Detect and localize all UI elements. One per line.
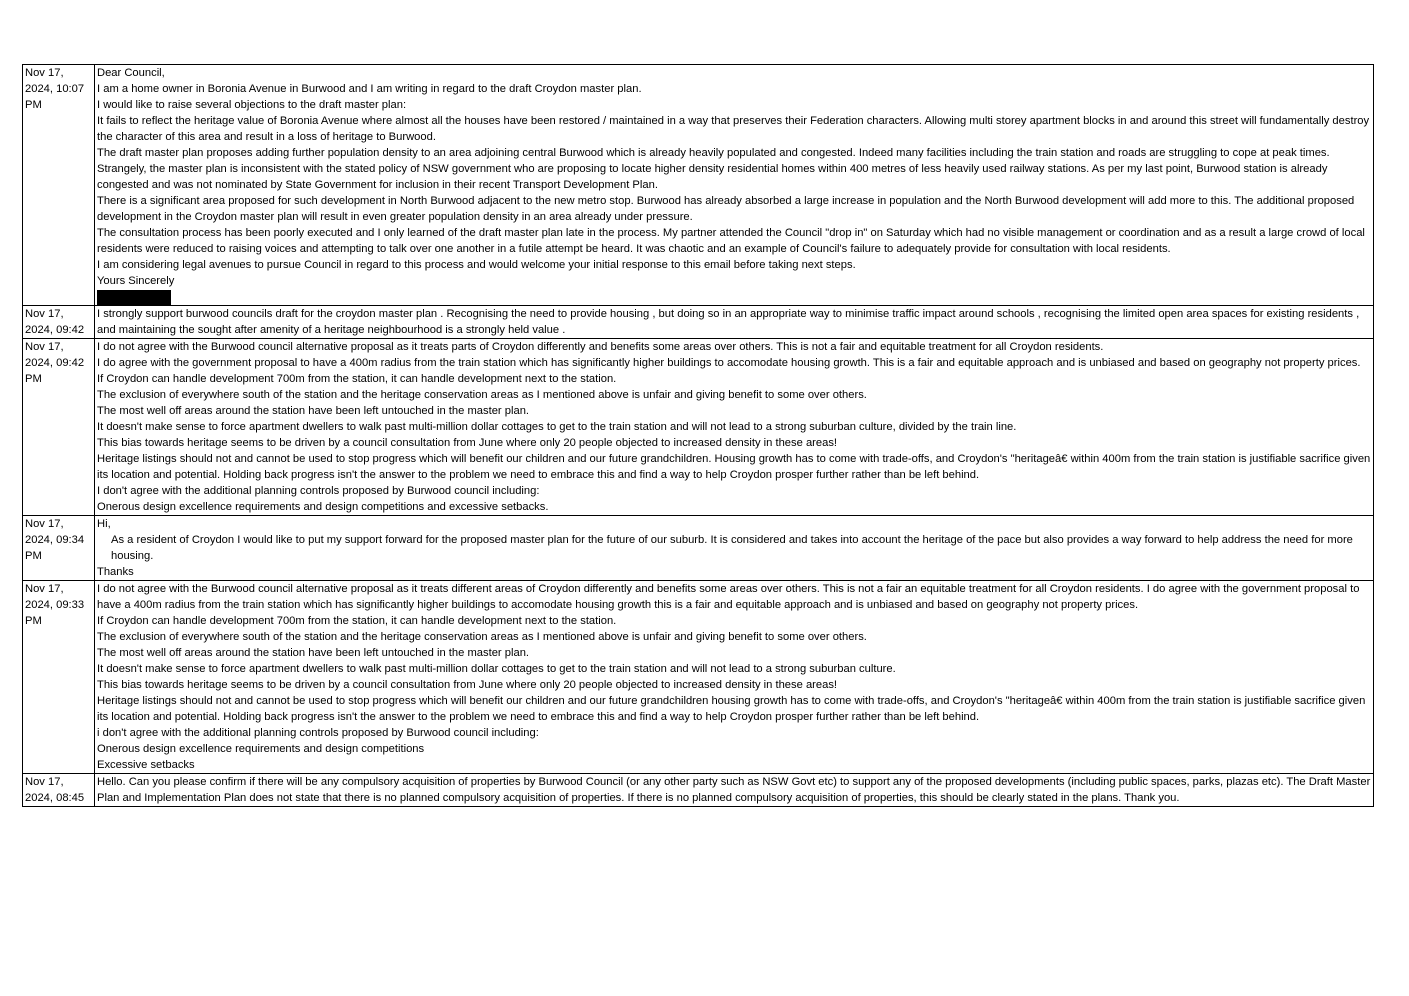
submission-date: Nov 17, 2024, 09:34 PM [23, 516, 95, 581]
comment-line: The draft master plan proposes adding further population density to an area adjoining central Burwood which is already heavily populated and congested. Indeed many facilities including the train station and roads are struggling to cope at peak times. [97, 147, 1330, 159]
submission-comment [95, 339, 1374, 516]
comment-line: This bias towards heritage seems to be driven by a council consultation from June where only 20 people objected to increased density in these areas! [97, 437, 838, 449]
comment-line: If Croydon can handle development 700m from the station, it can handle development next to the station. [97, 373, 617, 385]
comment-line: I am a home owner in Boronia Avenue in Burwood and I am writing in regard to the draft Croydon master plan. [97, 83, 642, 95]
comment-line: I do not agree with the Burwood council alternative proposal as it treats parts of Croydon differently and benefits some areas over others. This is not a fair and equitable treatment for all Croydon residents. [97, 341, 1104, 353]
comment-line: I don't agree with the additional planning controls proposed by Burwood council including: [97, 485, 540, 497]
comment-line: The most well off areas around the station have been left untouched in the master plan. [97, 647, 530, 659]
comment-line: Dear Council, [97, 67, 165, 79]
submission-date: Nov 17, 2024, 09:33 PM [23, 581, 95, 774]
comment-line: I do not agree with the Burwood council alternative proposal as it treats different areas of Croydon differently and benefits some areas over others. This is not a fair an equitable treatment for all Croydon residents. I do agree with the government proposal to have a 400m radius from the train station which has significantly higher buildings to accomodate housing growth this is a fair and equitable approach and is unbiased and based on geography not property prices. [97, 583, 1360, 611]
submission-row [23, 581, 1374, 774]
comment-line: I am considering legal avenues to pursue Council in regard to this process and would welcome your initial response to this email before taking next steps. [97, 259, 856, 271]
comment-line: I do agree with the government proposal to have a 400m radius from the train station which has significantly higher buildings to accomodate housing growth. This is a fair and equitable approach and is unbiased and based on geography not property prices. [97, 357, 1361, 369]
comment-line: Excessive setbacks [97, 759, 195, 771]
submission-row [23, 516, 1374, 581]
comment-line: The exclusion of everywhere south of the station and the heritage conservation areas as I mentioned above is unfair and giving benefit to some over others. [97, 389, 867, 401]
submission-row [23, 65, 1374, 306]
submission-comment [95, 774, 1374, 807]
submissions-table [22, 64, 1374, 807]
comment-line: I would like to raise several objections to the draft master plan: [97, 99, 407, 111]
submission-row [23, 306, 1374, 339]
submission-row [23, 774, 1374, 807]
comment-line: Thanks [97, 566, 134, 578]
comment-line: The exclusion of everywhere south of the station and the heritage conservation areas as I mentioned above is unfair and giving benefit to some over others. [97, 631, 867, 643]
comment-line: The most well off areas around the station have been left untouched in the master plan. [97, 405, 530, 417]
comment-line: Heritage listings should not and cannot be used to stop progress which will benefit our children and our future grandchildren housing growth has to come with trade-offs, and Croydon's "heritageâ€ within 400m from the train station is justifiable sacrifice given its location and potential. Holding back progress isn't the answer to the problem we need to embrace this and find a way to help Croydon prosper further rather than be left behind. [97, 695, 1366, 723]
submission-date: Nov 17, 2024, 10:07 PM [23, 65, 95, 306]
submission-row [23, 339, 1374, 516]
comment-line: It doesn't make sense to force apartment dwellers to walk past multi-million dollar cottages to get to the train station and will not lead to a strong suburban culture. [97, 663, 896, 675]
comment-line: The consultation process has been poorly executed and I only learned of the draft master plan late in the process. My partner attended the Council "drop in" on Saturday which had no visible management or coordination and as a result a large crowd of local residents were reduced to raising voices and attempting to talk over one another in a futile attempt be heard. It was chaotic and an example of Council's failure to adequately provide for consultation with local residents. [97, 227, 1365, 255]
comment-line: Onerous design excellence requirements and design competitions [97, 743, 425, 755]
submission-date: Nov 17, 2024, 08:45 [23, 774, 95, 807]
submissions-sheet [22, 64, 1374, 807]
comment-line: There is a significant area proposed for such development in North Burwood adjacent to the new metro stop. Burwood has already absorbed a large increase in population and the North Burwood development will add more to this. The additional proposed development in the Croydon master plan will result in even greater population density in an area already under pressure. [97, 195, 1355, 223]
comment-line: Yours Sincerely [97, 275, 175, 287]
submission-comment [95, 516, 1374, 581]
submission-date: Nov 17, 2024, 09:42 PM [23, 339, 95, 516]
comment-line: Strangely, the master plan is inconsistent with the stated policy of NSW government who are proposing to locate higher density residential homes within 400 metres of less heavily used railway stations. As per my last point, Burwood station is already congested and was not nominated by State Government for inclusion in their recent Transport Development Plan. [97, 163, 1328, 191]
comment-line: Hi, [97, 518, 111, 530]
redacted-signature [97, 290, 171, 305]
comment-line: Onerous design excellence requirements and design competitions and excessive setbacks. [97, 501, 549, 513]
comment-line: It fails to reflect the heritage value of Boronia Avenue where almost all the houses have been restored / maintained in a way that preserves their Federation characters. Allowing multi storey apartment blocks in and around this street will fundamentally destroy the character of this area and result in a loss of heritage to Burwood. [97, 115, 1370, 143]
submissions-table-body [23, 65, 1374, 807]
comment-line: This bias towards heritage seems to be driven by a council consultation from June where only 20 people objected to increased density in these areas! [97, 679, 838, 691]
comment-line: As a resident of Croydon I would like to put my support forward for the proposed master plan for the future of our suburb. It is considered and takes into account the heritage of the pace but also provides a way forward to help address the need for more housing. [111, 534, 1353, 562]
submission-date: Nov 17, 2024, 09:42 [23, 306, 95, 339]
comment-line: If Croydon can handle development 700m from the station, it can handle development next to the station. [97, 615, 617, 627]
comment-line: It doesn't make sense to force apartment dwellers to walk past multi-million dollar cottages to get to the train station and will not lead to a strong suburban culture, divided by the train line. [97, 421, 1017, 433]
submission-comment [95, 65, 1374, 306]
submission-comment [95, 581, 1374, 774]
comment-line: I strongly support burwood councils draft for the croydon master plan . Recognising the need to provide housing , but doing so in an appropriate way to minimise traffic impact around schools , recognising the limited open area spaces for existing residents , and maintaining the sought after amenity of a heritage neighbourhood is a strongly held value . [97, 308, 1360, 336]
comment-line: Heritage listings should not and cannot be used to stop progress which will benefit our children and our future grandchildren. Housing growth has to come with trade-offs, and Croydon's "heritageâ€ within 400m from the train station is justifiable sacrifice given its location and potential. Holding back progress isn't the answer to the problem we need to embrace this and find a way to help Croydon prosper further rather than be left behind. [97, 453, 1371, 481]
comment-line: Hello. Can you please confirm if there will be any compulsory acquisition of properties by Burwood Council (or any other party such as NSW Govt etc) to support any of the proposed developments (including public spaces, parks, plazas etc). The Draft Master Plan and Implementation Plan does not state that there is no planned compulsory acquisition of properties. If there is no planned compulsory acquisition of properties, this should be clearly stated in the plans. Thank you. [97, 776, 1371, 804]
comment-line: i don't agree with the additional planning controls proposed by Burwood council including: [97, 727, 539, 739]
submission-comment [95, 306, 1374, 339]
